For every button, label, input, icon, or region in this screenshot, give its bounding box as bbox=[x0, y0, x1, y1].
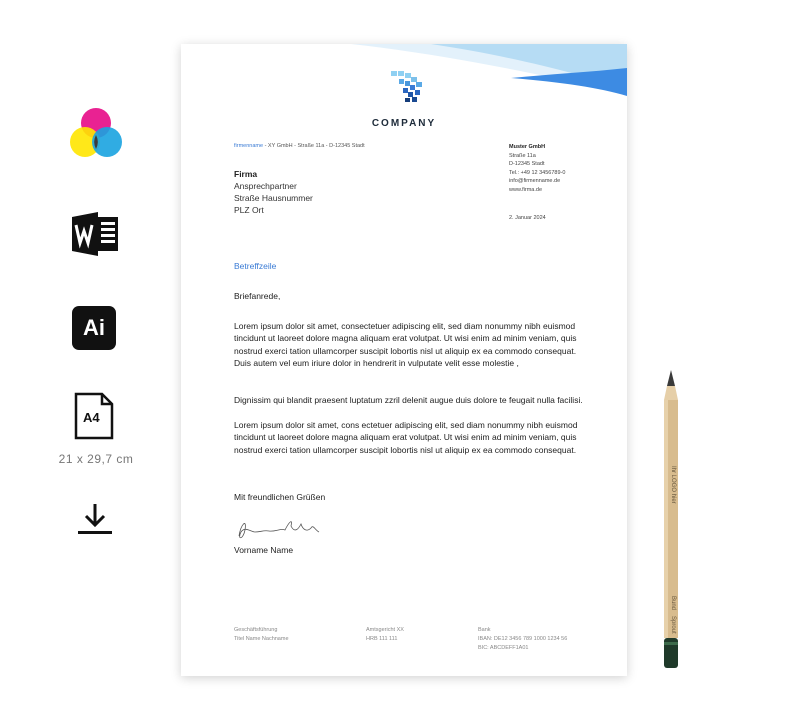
footer-bank-bic: BIC: ABCDEFF1A01 bbox=[478, 645, 529, 651]
letter-sheet bbox=[181, 44, 627, 676]
footer-bank-iban: IBAN: DE12 3456 789 1000 1234 56 bbox=[478, 636, 568, 642]
sender-line bbox=[234, 143, 365, 149]
pencil-tip-text: Sprout bbox=[670, 616, 676, 634]
footer-management-value: Titel Name Nachname bbox=[234, 636, 289, 642]
salutation: Briefanrede, bbox=[234, 291, 281, 301]
sender-email: info@firmenname.de bbox=[509, 178, 561, 185]
footer-management-title: Geschäftsführung bbox=[234, 627, 278, 633]
body-paragraph-3: Lorem ipsum dolor sit amet, cons ectetuer adipiscing elit, sed diam nonummy nibh euismod tincidunt ut laoreet dolore magna aliquam erat volutpat. Ut wisi enim ad minim veniam, quis nostrud exerci tation ullamcorper suscipit lobortis nisl ut aliquip ex ea commodo consequat. bbox=[234, 420, 578, 455]
sender-info-block bbox=[509, 143, 565, 195]
company-logo-icon bbox=[387, 68, 427, 108]
illustrator-icon: Ai bbox=[72, 306, 116, 350]
closing: Mit freundlichen Grüßen bbox=[234, 492, 326, 502]
body-paragraph-1: Lorem ipsum dolor sit amet, consectetuer adipiscing elit, sed diam nonummy nibh euismod tincidunt ut laoreet dolore magna aliquam erat volutpat. Ut wisi enim ad minim veniam, quis nostrud exerci tation ullamcorper suscipit lobortis nisl ut aliquip ex ea commodo consequat. Duis autem vel eum iriure dolor in hendrerit in vulputate velit esse molestie , bbox=[234, 321, 577, 368]
sender-web: www.firma.de bbox=[509, 186, 543, 193]
company-name: COMPANY bbox=[371, 118, 437, 129]
recipient-block bbox=[234, 168, 313, 216]
a4-icon bbox=[74, 392, 114, 440]
a4-size-text: 21 x 29,7 cm bbox=[58, 452, 134, 466]
footer-bank-title: Bank bbox=[478, 627, 491, 633]
footer-court-value: HRB 111 111 bbox=[366, 636, 398, 642]
a4-label: A4 bbox=[83, 410, 100, 425]
footer-court bbox=[366, 626, 404, 644]
sender-company: Muster GmbH bbox=[509, 144, 546, 150]
footer-management bbox=[234, 626, 289, 644]
pencil-logo-text: Ihr LOGO hier bbox=[670, 466, 676, 504]
letter-date: 2. Januar 2024 bbox=[509, 215, 546, 221]
recipient-contact: Ansprechpartner bbox=[234, 181, 297, 191]
sender-street: Straße 11a bbox=[509, 152, 536, 159]
subject-line: Betreffzeile bbox=[234, 261, 277, 271]
word-icon bbox=[70, 210, 120, 258]
sender-phone: Tel.: +49 12 3456789-0 bbox=[509, 169, 566, 176]
recipient-street: Straße Hausnummer bbox=[234, 193, 313, 203]
signer-name: Vorname Name bbox=[234, 545, 294, 555]
pencil-image bbox=[660, 370, 682, 670]
body-paragraph-2: Dignissim qui blandit praesent luptatum zzril delenit augue duis dolore te feugait nulla facilisi. bbox=[234, 395, 583, 405]
cmyk-icon bbox=[68, 106, 124, 160]
recipient-firm: Firma bbox=[234, 169, 258, 179]
sender-firm-name: firmenname bbox=[234, 143, 264, 149]
pencil-brand-text: Bund bbox=[670, 596, 676, 611]
footer-court-title: Amtsgericht XX bbox=[366, 627, 404, 633]
sender-address: - XY GmbH - Straße 11a - D-12345 Stadt bbox=[263, 143, 365, 149]
recipient-city: PLZ Ort bbox=[234, 205, 264, 215]
download-icon[interactable] bbox=[77, 502, 113, 536]
footer-bank bbox=[478, 626, 567, 653]
signature-image bbox=[233, 510, 323, 544]
sender-city: D-12345 Stadt bbox=[509, 161, 545, 168]
